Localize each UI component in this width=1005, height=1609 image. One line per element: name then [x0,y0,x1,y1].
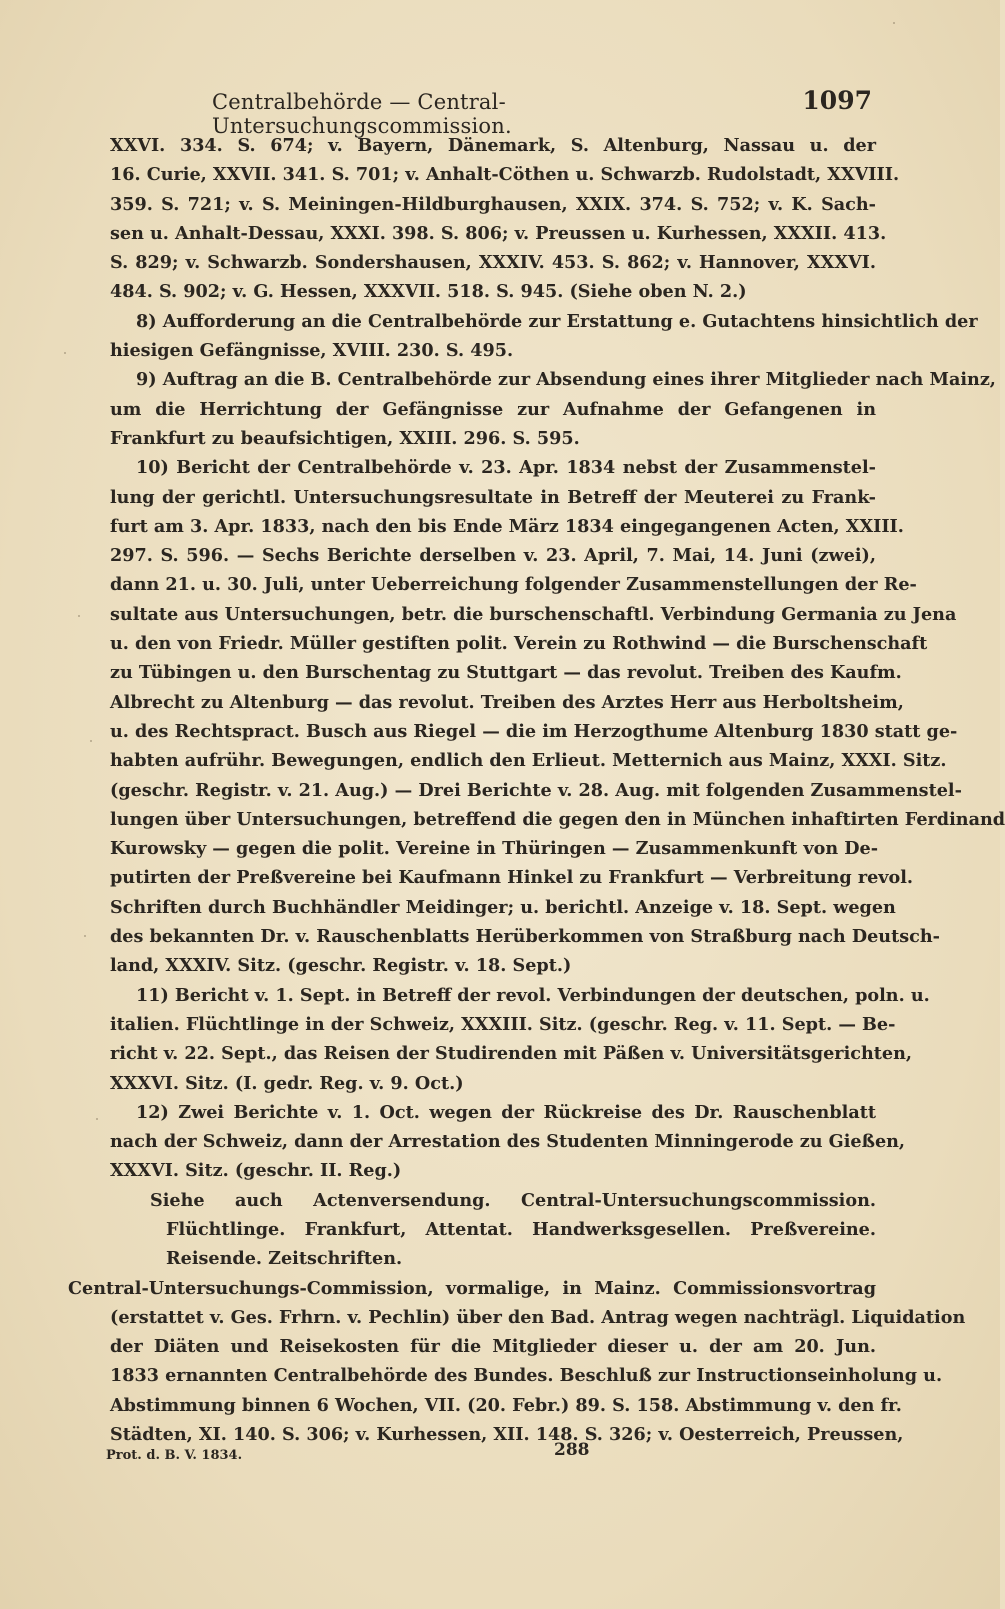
register-text [68,131,1005,1449]
text-line: lung der gerichtl. Untersuchungsresultate in Betreff der Meuterei zu Frank- [110,486,876,508]
text-line: 16. Curie, XXVII. 341. S. 701; v. Anhalt-Cöthen u. Schwarzb. Rudolstadt, XXVIII. [110,164,900,186]
text-line: 8) Aufforderung an die Centralbehörde zur Erstattung e. Gutachtens hinsichtlich der [136,310,978,332]
text-line: habten aufrühr. Bewegungen, endlich den Erlieut. Metternich aus Mainz, XXXI. Sitz. [110,750,947,772]
text-line: u. den von Friedr. Müller gestiften polit. Verein zu Rothwind — die Burschenschaft [110,633,928,655]
paper-speck [96,1118,98,1120]
text-line: XXVI. 334. S. 674; v. Bayern, Dänemark, S. Altenburg, Nassau u. der [110,135,876,156]
source-note: Prot. d. B. V. 1834. [106,1448,243,1463]
text-line: S. 829; v. Schwarzb. Sondershausen, XXXIV. 453. S. 862; v. Hannover, XXXVI. [110,252,876,274]
signature-number: 288 [554,1440,590,1460]
text-line: 12) Zwei Berichte v. 1. Oct. wegen der Rückreise des Dr. Rauschenblatt [136,1101,876,1123]
text-line: Abstimmung binnen 6 Wochen, VII. (20. Febr.) 89. S. 158. Abstimmung v. den fr. [110,1394,902,1416]
paper-speck [84,935,86,937]
text-line: Albrecht zu Altenburg — das revolut. Treiben des Arztes Herr aus Herboltsheim, [110,691,904,713]
text-line: Frankfurt zu beaufsichtigen, XXIII. 296. S. 595. [110,427,580,449]
text-line: 11) Bericht v. 1. Sept. in Betreff der revol. Verbindungen der deutschen, poln. u. [136,984,930,1006]
page-header [212,86,872,138]
text-line: 10) Bericht der Centralbehörde v. 23. Apr. 1834 nebst der Zusammenstel- [136,457,876,479]
paper-speck [893,22,895,24]
text-line: furt am 3. Apr. 1833, nach den bis Ende März 1834 eingegangenen Acten, XXIII. [110,515,904,537]
text-line: sultate aus Untersuchungen, betr. die burschenschaftl. Verbindung Germania zu Jena [110,603,957,625]
text-line: zu Tübingen u. den Burschentag zu Stuttgart — das revolut. Treiben des Kaufm. [110,662,902,684]
text-line: sen u. Anhalt-Dessau, XXXI. 398. S. 806; v. Preussen u. Kurhessen, XXXII. 413. [110,222,887,244]
text-line: lungen über Untersuchungen, betreffend die gegen den in München inhaftirten Ferdinand [110,808,1005,830]
text-line: 9) Auftrag an die B. Centralbehörde zur Absendung eines ihrer Mitglieder nach Mainz, [136,369,996,391]
text-line: XXXVI. Sitz. (I. gedr. Reg. v. 9. Oct.) [110,1072,464,1094]
text-line: (erstattet v. Ges. Frhrn. v. Pechlin) über den Bad. Antrag wegen nachträgl. Liquidation [110,1306,966,1328]
page-footer [106,1440,706,1470]
see-also-line: Siehe auch Actenversendung. Central-Untersuchungscommission. [150,1189,876,1211]
text-line: 297. S. 596. — Sechs Berichte derselben v. 23. April, 7. Mai, 14. Juni (zwei), [110,545,876,567]
text-line: Schriften durch Buchhändler Meidinger; u. berichtl. Anzeige v. 18. Sept. wegen [110,896,896,918]
text-line: land, XXXIV. Sitz. (geschr. Registr. v. 18. Sept.) [110,955,572,977]
text-line: 484. S. 902; v. G. Hessen, XXXVII. 518. S. 945. (Siehe oben N. 2.) [110,281,747,303]
text-line: nach der Schweiz, dann der Arrestation des Studenten Minningerode zu Gießen, [110,1131,906,1153]
text-line: 359. S. 721; v. S. Meiningen-Hildburghausen, XXIX. 374. S. 752; v. K. Sach- [110,193,876,215]
text-line: richt v. 22. Sept., das Reisen der Studirenden mit Päßen v. Universitätsgerichten, [110,1043,912,1065]
text-line: des bekannten Dr. v. Rauschenblatts Herüberkommen von Straßburg nach Deutsch- [110,926,940,948]
running-title: Centralbehörde — Central-Untersuchungscommission. [212,90,512,138]
paper-speck [90,740,92,742]
text-line: u. des Rechtspract. Busch aus Riegel — die im Herzogthume Altenburg 1830 statt ge- [110,720,958,742]
text-line: (geschr. Registr. v. 21. Aug.) — Drei Berichte v. 28. Aug. mit folgenden Zusammenstel- [110,779,962,801]
text-line: hiesigen Gefängnisse, XVIII. 230. S. 495. [110,340,514,362]
text-line: italien. Flüchtlinge in der Schweiz, XXXIII. Sitz. (geschr. Reg. v. 11. Sept. — Be- [110,1013,896,1035]
text-line: Kurowsky — gegen die polit. Vereine in Thüringen — Zusammenkunft von De- [110,838,879,860]
text-line: um die Herrichtung der Gefängnisse zur Aufnahme der Gefangenen in [110,398,876,420]
paper-speck [64,352,66,354]
see-also-line: Flüchtlinge. Frankfurt, Attentat. Handwerksgesellen. Preßvereine. [166,1218,876,1240]
text-line: dann 21. u. 30. Juli, unter Ueberreichung folgender Zusammenstellungen der Re- [110,574,917,596]
entry-heading-line: Central-Untersuchungs-Commission, vormalige, in Mainz. Commissionsvortrag [68,1277,876,1299]
text-line: XXXVI. Sitz. (geschr. II. Reg.) [110,1160,402,1182]
text-line: 1833 ernannten Centralbehörde des Bundes. Beschluß zur Instructionseinholung u. [110,1365,943,1387]
paper-speck [78,615,80,617]
text-line: putirten der Preßvereine bei Kaufmann Hinkel zu Frankfurt — Verbreitung revol. [110,867,914,889]
text-line: der Diäten und Reisekosten für die Mitglieder dieser u. der am 20. Jun. [110,1336,876,1358]
see-also-line: Reisende. Zeitschriften. [166,1248,403,1270]
page-number: 1097 [802,86,872,115]
text-line: Städten, XI. 140. S. 306; v. Kurhessen, XII. 148. S. 326; v. Oesterreich, Preussen, [110,1424,904,1446]
